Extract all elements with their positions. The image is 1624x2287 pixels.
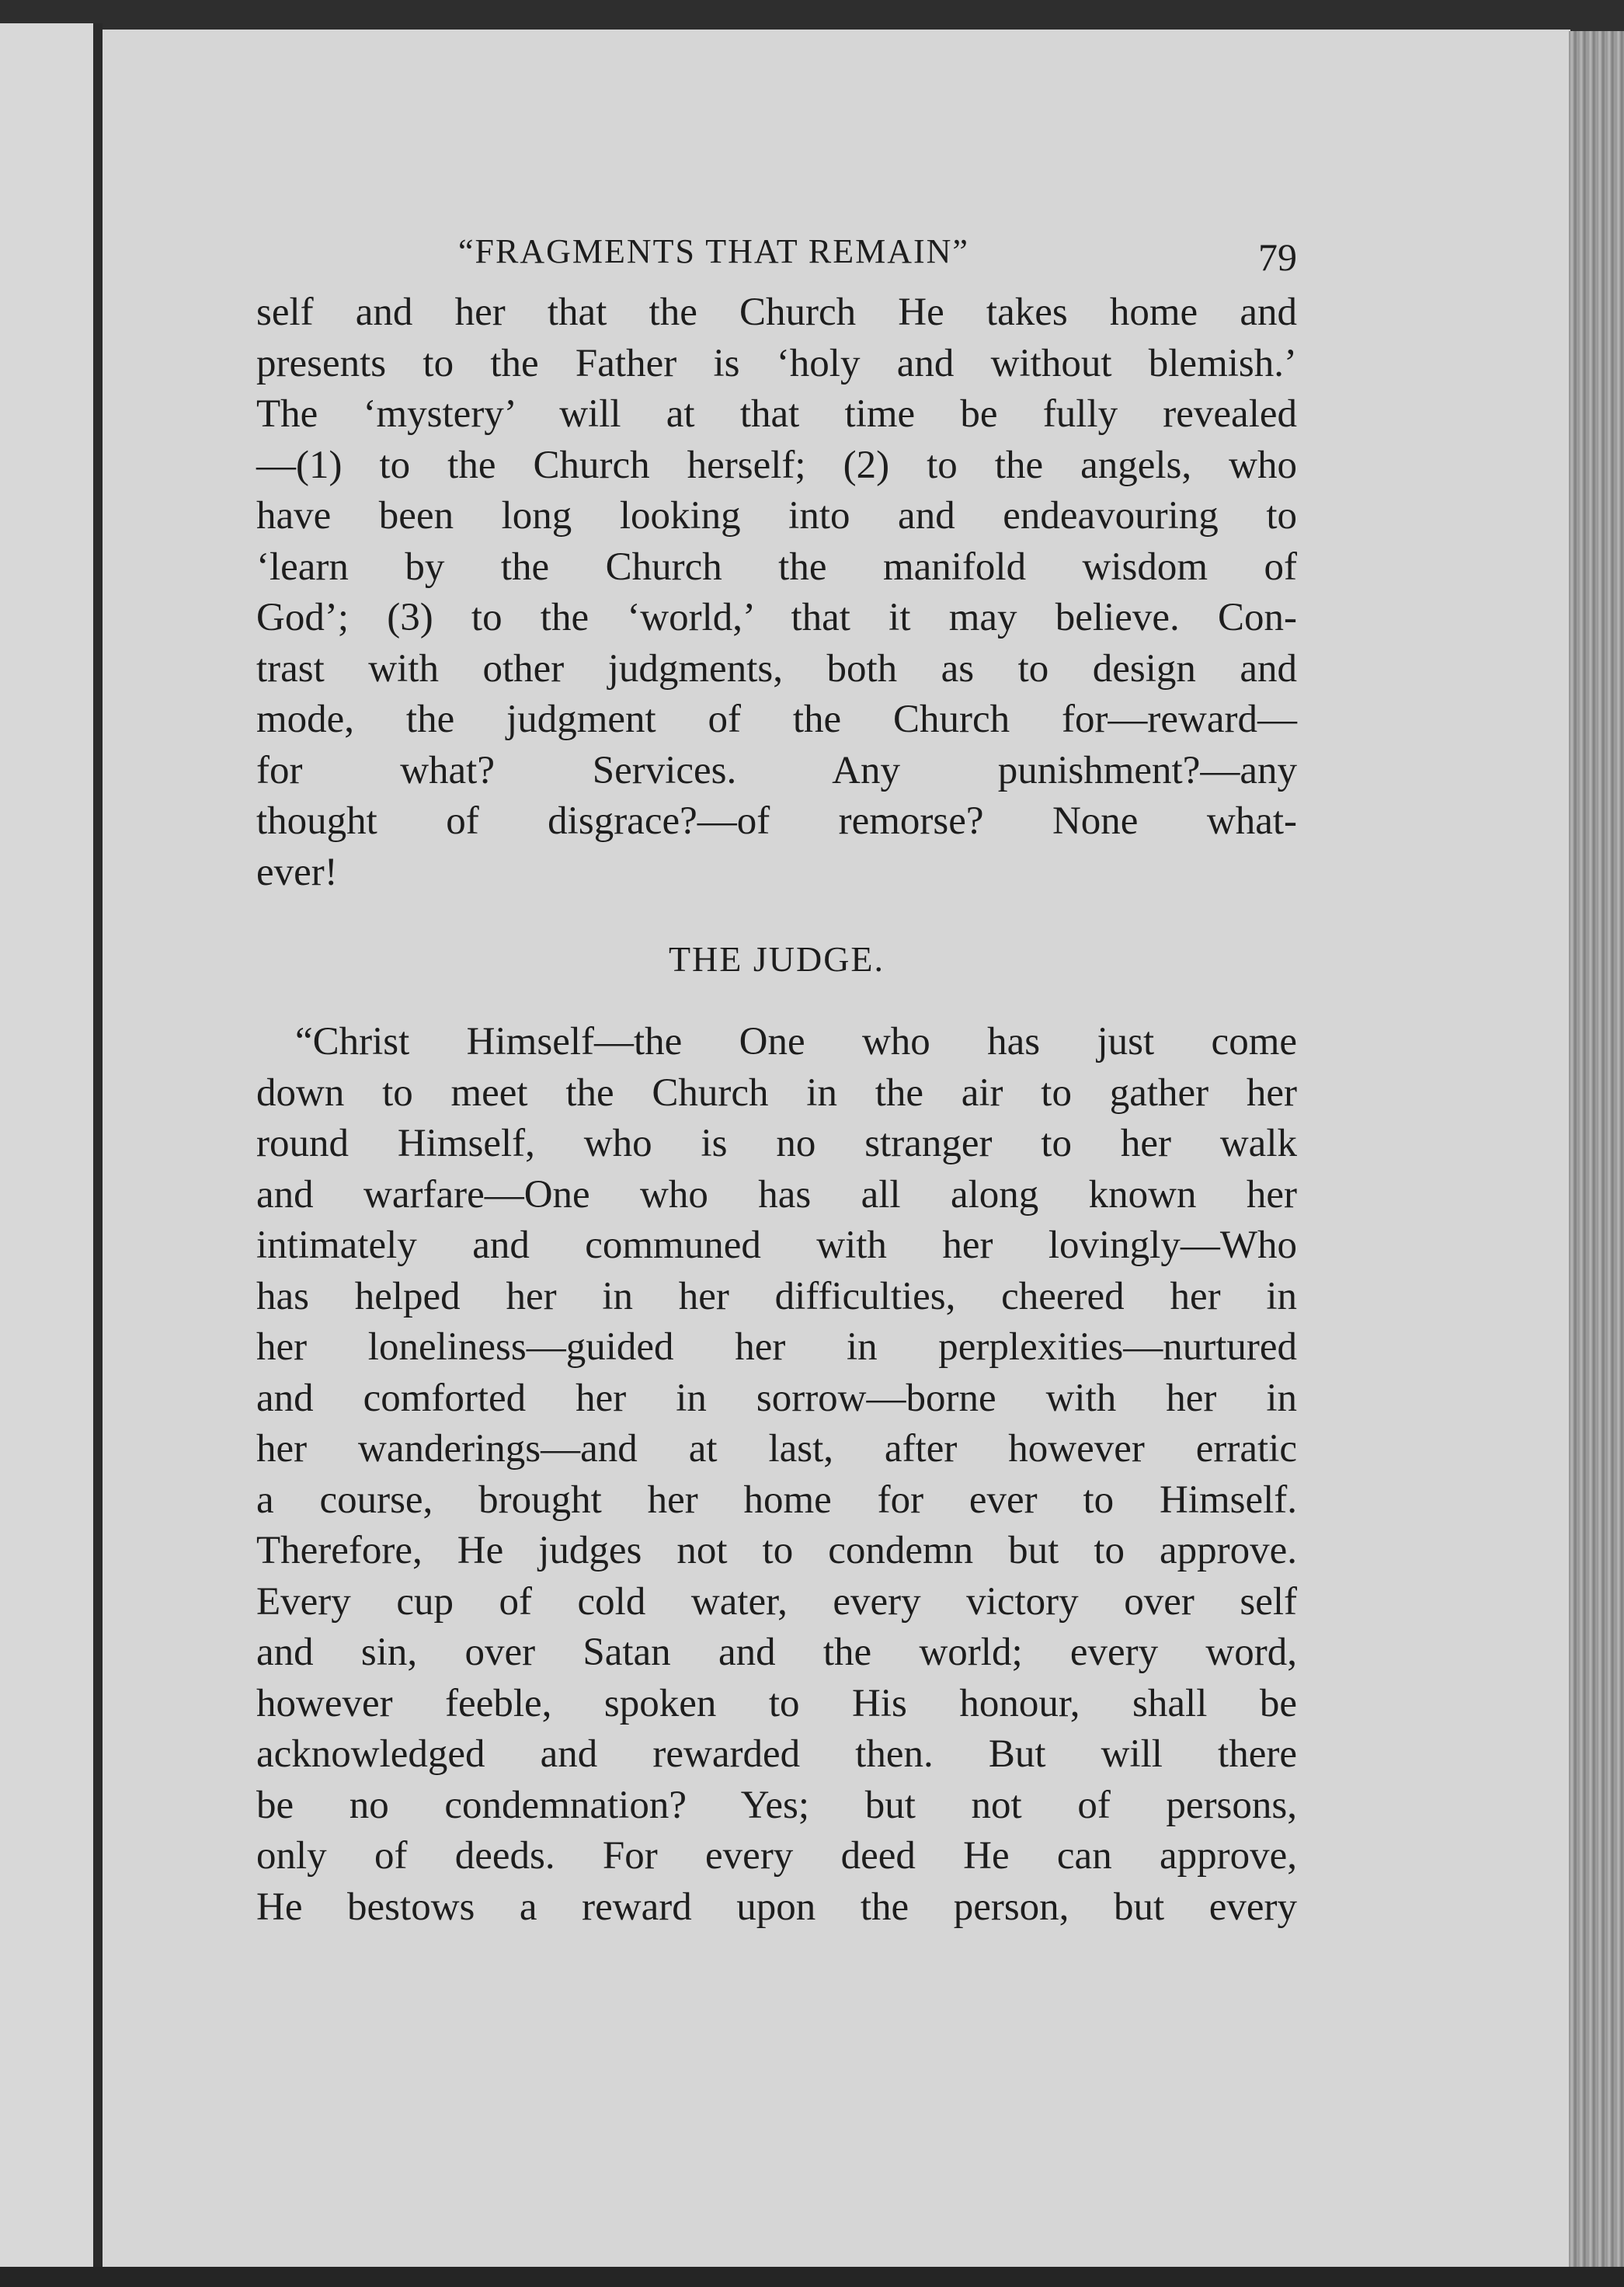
text-line: has helped her in her difficulties, cheered her in: [256, 1274, 1297, 1318]
text-line: acknowledged and rewarded then. But will there: [256, 1732, 1297, 1776]
text-line: God’; (3) to the ‘world,’ that it may believe. Con-: [256, 596, 1297, 639]
page-number: 79: [1258, 235, 1297, 279]
text-line: —(1) to the Church herself; (2) to the angels, who: [256, 443, 1297, 487]
text-line: and sin, over Satan and the world; every word,: [256, 1631, 1297, 1674]
previous-page-edge: [0, 23, 97, 2276]
book-gutter: [93, 23, 103, 2276]
text-line: however feeble, spoken to His honour, shall be: [256, 1681, 1297, 1725]
text-line: ever!: [256, 850, 338, 894]
scan-bottom-border: [0, 2267, 1624, 2287]
page-content: [256, 218, 1297, 1933]
paragraph-1: [256, 287, 1297, 898]
text-line: only of deeds. For every deed He can approve,: [256, 1834, 1297, 1878]
text-line: The ‘mystery’ will at that time be fully revealed: [256, 392, 1297, 436]
section-heading: THE JUDGE.: [668, 939, 885, 979]
text-line: and warfare—One who has all along known her: [256, 1172, 1297, 1217]
text-line: down to meet the Church in the air to gather her: [256, 1070, 1297, 1115]
text-line: presents to the Father is ‘holy and without blemish.’: [256, 341, 1297, 385]
page-stack-edge: [1569, 31, 1624, 2268]
running-title: “FRAGMENTS THAT REMAIN”: [458, 232, 969, 270]
text-line: Every cup of cold water, every victory over self: [256, 1579, 1297, 1624]
text-line: thought of disgrace?—of remorse? None what-: [256, 799, 1297, 843]
text-line: Therefore, He judges not to condemn but to approve.: [256, 1529, 1297, 1572]
text-line: trast with other judgments, both as to design and: [256, 646, 1297, 691]
paragraph-2: [256, 1017, 1297, 1933]
text-line: a course, brought her home for ever to Himself.: [256, 1478, 1297, 1522]
text-line: self and her that the Church He takes home and: [256, 291, 1297, 334]
text-line: He bestows a reward upon the person, but every: [256, 1885, 1297, 1929]
text-line: ‘learn by the Church the manifold wisdom of: [256, 545, 1297, 589]
text-line: intimately and communed with her lovingly—Who: [256, 1224, 1297, 1267]
text-line: for what? Services. Any punishment?—any: [256, 748, 1297, 792]
text-line: her wanderings—and at last, after however erratic: [256, 1427, 1297, 1471]
text-line: and comforted her in sorrow—borne with her in: [256, 1376, 1297, 1420]
text-line: have been long looking into and endeavouring to: [256, 494, 1297, 538]
text-line: be no condemnation? Yes; but not of persons,: [256, 1783, 1297, 1827]
text-line: “Christ Himself—the One who has just come: [295, 1020, 1297, 1063]
running-head: [256, 218, 1297, 287]
text-line: round Himself, who is no stranger to her walk: [256, 1122, 1297, 1165]
text-line: mode, the judgment of the Church for—reward—: [256, 698, 1297, 741]
text-line: her loneliness—guided her in perplexities—nurtured: [256, 1325, 1297, 1369]
